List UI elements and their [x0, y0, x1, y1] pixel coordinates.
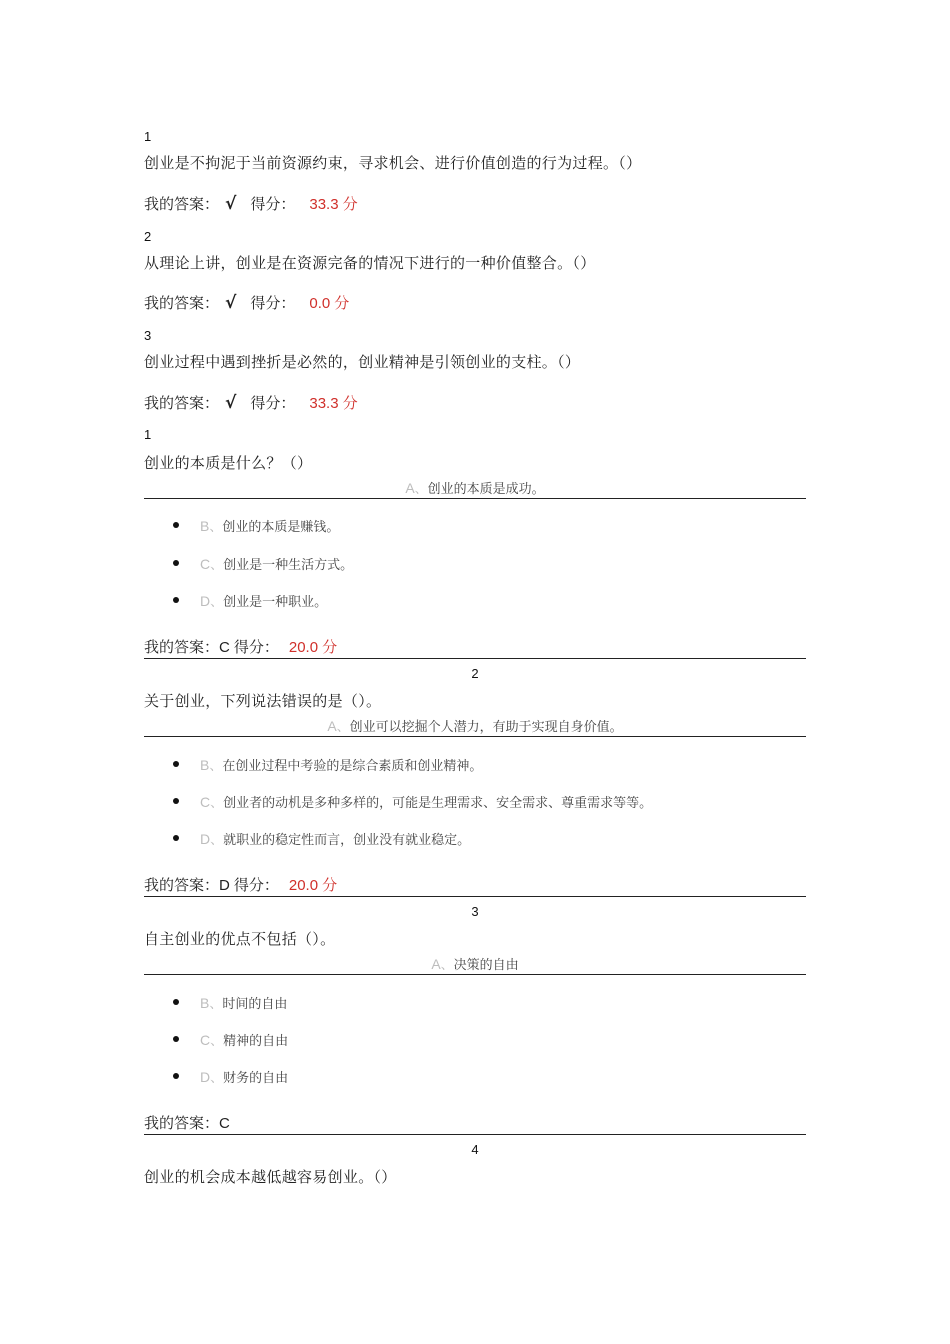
option-letter: C	[200, 556, 211, 572]
option-letter: D	[200, 831, 211, 847]
answer-label: 我的答案：	[144, 195, 220, 213]
score-value: 20.0	[288, 639, 319, 656]
question-number: 4	[471, 1142, 479, 1157]
score-label: 得分：	[250, 195, 296, 213]
option-separator: 、	[336, 720, 350, 735]
answer-line	[144, 193, 358, 214]
option-text: 财务的自由	[223, 1071, 289, 1086]
option-d	[200, 591, 327, 610]
option-separator: 、	[210, 558, 224, 573]
question-number: 2	[144, 229, 152, 244]
score-value: 33.3	[309, 395, 339, 412]
option-c	[200, 554, 353, 573]
answer-label: 我的答案：	[144, 294, 220, 312]
question-text: 关于创业，下列说法错误的是（）。	[144, 692, 382, 710]
question-text: 从理论上讲，创业是在资源完备的情况下进行的一种价值整合。（）	[144, 254, 596, 272]
option-letter: B	[200, 995, 210, 1011]
score-unit: 分	[342, 394, 358, 412]
option-text: 创业是一种职业。	[223, 595, 328, 610]
option-letter: C	[200, 794, 211, 810]
answer-line	[144, 1112, 230, 1133]
bullet-icon	[173, 522, 179, 528]
option-text: 创业是一种生活方式。	[223, 558, 354, 573]
question-number: 3	[144, 328, 152, 343]
option-separator: 、	[209, 759, 223, 774]
question-number: 3	[471, 904, 479, 919]
divider	[144, 896, 806, 897]
option-separator: 、	[440, 958, 454, 973]
score-value: 0.0	[309, 295, 331, 312]
answer-check: √	[225, 393, 237, 413]
score-value: 33.3	[309, 196, 339, 213]
score-value: 20.0	[288, 877, 319, 894]
divider	[144, 974, 806, 975]
bullet-icon	[173, 597, 179, 603]
option-letter: B	[200, 518, 210, 534]
bullet-icon	[173, 1073, 179, 1079]
bullet-icon	[173, 798, 179, 804]
answer-label: 我的答案：	[144, 638, 220, 656]
bullet-icon	[173, 999, 179, 1005]
score-unit: 分	[342, 195, 358, 213]
answer-line	[144, 392, 358, 413]
option-letter: B	[200, 757, 210, 773]
option-letter: C	[200, 1032, 211, 1048]
answer-line	[144, 636, 337, 657]
question-text: 创业过程中遇到挫折是必然的，创业精神是引领创业的支柱。（）	[144, 353, 581, 371]
answer-check: √	[225, 194, 237, 214]
question-text: 自主创业的优点不包括（）。	[144, 930, 336, 948]
option-letter: A	[405, 480, 415, 496]
question-number: 2	[471, 666, 479, 681]
option-letter: A	[327, 718, 337, 734]
score-label: 得分：	[233, 876, 279, 894]
option-separator: 、	[210, 833, 224, 848]
option-b	[200, 755, 482, 774]
option-c	[200, 792, 652, 811]
divider	[144, 658, 806, 659]
divider	[144, 1134, 806, 1135]
option-text: 精神的自由	[223, 1034, 289, 1049]
option-separator: 、	[210, 595, 224, 610]
score-unit: 分	[322, 638, 338, 656]
score-label: 得分：	[250, 294, 296, 312]
score-label: 得分：	[250, 394, 296, 412]
score-unit: 分	[322, 876, 338, 894]
answer-label: 我的答案：	[144, 394, 220, 412]
option-text: 在创业过程中考验的是综合素质和创业精神。	[222, 759, 483, 774]
option-a	[144, 716, 806, 735]
answer-line	[144, 292, 349, 313]
option-text: 创业可以挖掘个人潜力，有助于实现自身价值。	[349, 720, 623, 735]
question-text: 创业的机会成本越低越容易创业。（）	[144, 1168, 397, 1186]
option-text: 决策的自由	[453, 958, 519, 973]
answer-value: D	[219, 877, 230, 894]
answer-label: 我的答案：	[144, 1114, 220, 1132]
bullet-icon	[173, 560, 179, 566]
option-b	[200, 516, 339, 535]
bullet-icon	[173, 1036, 179, 1042]
option-separator: 、	[210, 1034, 224, 1049]
option-a	[144, 954, 806, 973]
question-text: 创业的本质是什么？（）	[144, 454, 313, 472]
option-separator: 、	[209, 997, 223, 1012]
score-unit: 分	[334, 294, 350, 312]
option-d	[200, 1067, 288, 1086]
option-letter: D	[200, 1069, 211, 1085]
question-number: 1	[144, 129, 152, 144]
option-separator: 、	[414, 482, 428, 497]
question-number: 1	[144, 427, 152, 442]
option-separator: 、	[209, 520, 223, 535]
answer-check: √	[225, 293, 237, 313]
bullet-icon	[173, 835, 179, 841]
option-text: 创业的本质是成功。	[427, 482, 545, 497]
answer-value: C	[219, 1115, 230, 1132]
option-text: 创业者的动机是多种多样的，可能是生理需求、安全需求、尊重需求等等。	[223, 796, 653, 811]
option-text: 创业的本质是赚钱。	[222, 520, 340, 535]
answer-value: C	[219, 639, 230, 656]
option-separator: 、	[210, 1071, 224, 1086]
bullet-icon	[173, 761, 179, 767]
option-c	[200, 1030, 288, 1049]
divider	[144, 498, 806, 499]
question-text: 创业是不拘泥于当前资源约束，寻求机会、进行价值创造的行为过程。（）	[144, 154, 642, 172]
option-d	[200, 829, 470, 848]
option-text: 时间的自由	[222, 997, 288, 1012]
option-a	[144, 478, 806, 497]
answer-label: 我的答案：	[144, 876, 220, 894]
divider	[144, 736, 806, 737]
option-b	[200, 993, 287, 1012]
option-separator: 、	[210, 796, 224, 811]
score-label: 得分：	[233, 638, 279, 656]
option-text: 就职业的稳定性而言，创业没有就业稳定。	[223, 833, 471, 848]
option-letter: A	[431, 956, 441, 972]
answer-line	[144, 874, 337, 895]
option-letter: D	[200, 593, 211, 609]
